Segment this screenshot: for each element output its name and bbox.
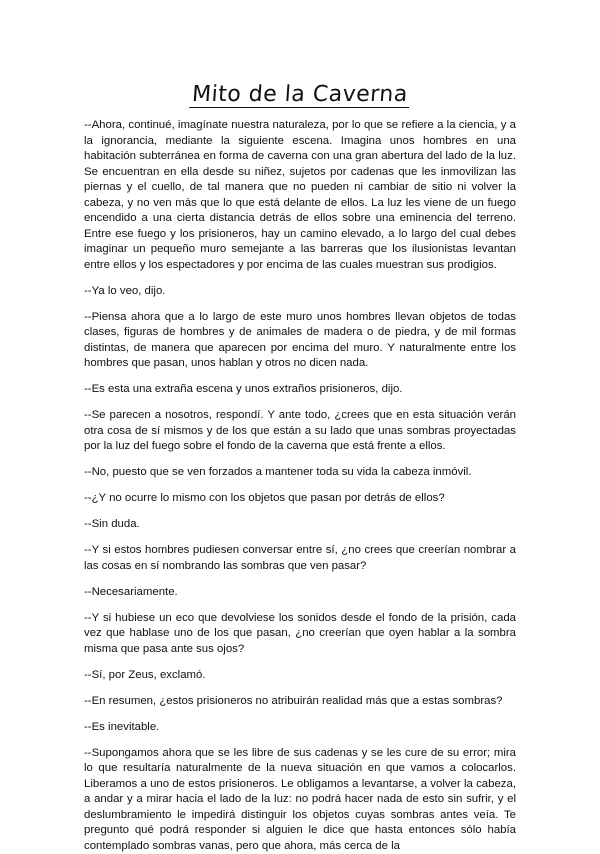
paragraph-9: --Y si estos hombres pudiesen conversar entre sí, ¿no crees que creerían nombrar a las cosas en sí nombrando las sombras que ven pasar? [84,543,516,574]
paragraph-5: --Se parecen a nosotros, respondí. Y ante todo, ¿crees que en esta situación verán otra cosa de sí mismos y de los que están a su lado que unas sombras proyectadas por la luz del fuego sobre el fondo de la caverna que está frente a ellos. [84,408,516,455]
paragraph-7: --¿Y no ocurre lo mismo con los objetos que pasan por detrás de ellos? [84,491,516,507]
paragraph-2: --Ya lo veo, dijo. [84,284,516,300]
paragraph-8: --Sin duda. [84,517,516,533]
paragraph-13: --En resumen, ¿estos prisioneros no atribuirán realidad más que a estas sombras? [84,694,516,710]
paragraph-1: --Ahora, continué, imagínate nuestra naturaleza, por lo que se refiere a la ciencia, y a la ignorancia, mediante la siguiente escena. Imagina unos hombres en una habitación subterránea en forma de caverna con una gran abertura del lado de la luz. Se encuentran en ella desde su niñez, sujetos por cadenas que les inmovilizan las piernas y el cuello, de tal manera que no pueden ni cambiar de sitio ni volver la cabeza, y no ven más que lo que está delante de ellos. La luz les viene de un fuego encendido a una cierta distancia detrás de ellos sobre una eminencia del terreno. Entre ese fuego y los prisioneros, hay un camino elevado, a lo largo del cual debes imaginar un pequeño muro semejante a las barreras que los ilusionistas levantan entre ellos y los espectadores y por encima de las cuales muestran sus prodigios. [84,118,516,273]
paragraph-4: --Es esta una extraña escena y unos extraños prisioneros, dijo. [84,382,516,398]
paragraph-14: --Es inevitable. [84,720,516,736]
paragraph-3: --Piensa ahora que a lo largo de este muro unos hombres llevan objetos de todas clases, figuras de hombres y de animales de madera o de piedra, y de mil formas distintas, de manera que aparecen por encima del muro. Y naturalmente entre los hombres que pasan, unos hablan y otros no dicen nada. [84,310,516,372]
paragraph-15: --Supongamos ahora que se les libre de sus cadenas y se les cure de su error; mira lo que resultaría naturalmente de la nueva situación en que vamos a colocarlos. Liberamos a uno de estos prisioneros. Le obligamos a levantarse, a volver la cabeza, a andar y a mirar hacia el lado de la luz: no podrá hacer nada de esto sin sufrir, y el deslumbramiento le impedirá distinguir los objetos cuyas sombras antes veía. Te pregunto qué podrá responder si alguien le dice que hasta entonces sólo había contemplado sombras vanas, pero que ahora, más cerca de la [84,746,516,854]
document-title-text: Mito de la Caverna [189,83,410,108]
paragraph-12: --Sí, por Zeus, exclamó. [84,668,516,684]
paragraph-6: --No, puesto que se ven forzados a mantener toda su vida la cabeza inmóvil. [84,465,516,481]
paragraph-10: --Necesariamente. [84,585,516,601]
paragraph-11: --Y si hubiese un eco que devolviese los sonidos desde el fondo de la prisión, cada vez que hablase uno de los que pasan, ¿no creerían que oyen hablar a la sombra misma que pasa ante sus ojos? [84,611,516,658]
document-title [84,80,516,110]
